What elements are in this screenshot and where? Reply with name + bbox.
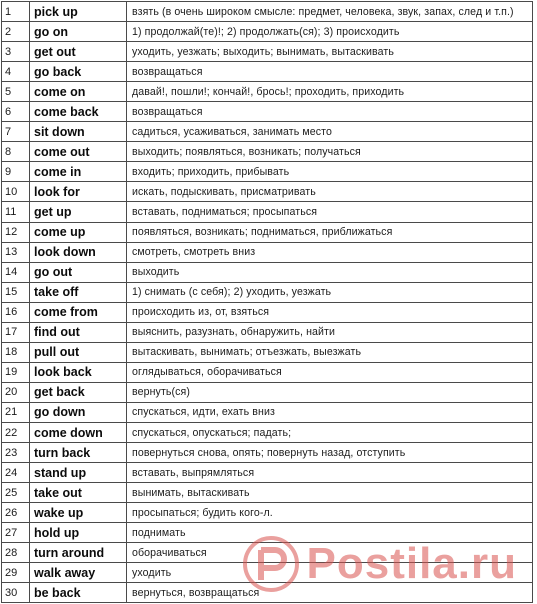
- table-row: [2, 42, 533, 62]
- phrasal-verb: come up: [30, 222, 127, 242]
- row-number: 7: [2, 122, 30, 142]
- phrasal-verb: come back: [30, 102, 127, 122]
- translation: повернуться снова, опять; повернуть назад, отступить: [127, 443, 533, 463]
- translation: возвращаться: [127, 62, 533, 82]
- row-number: 3: [2, 42, 30, 62]
- table-row: [2, 402, 533, 422]
- phrasal-verbs-table: [1, 1, 533, 603]
- row-number: 25: [2, 483, 30, 503]
- row-number: 22: [2, 422, 30, 442]
- translation: выходить; появляться, возникать; получаться: [127, 142, 533, 162]
- table-row: [2, 122, 533, 142]
- table-row: [2, 282, 533, 302]
- translation: просыпаться; будить кого-л.: [127, 503, 533, 523]
- phrasal-verb: stand up: [30, 463, 127, 483]
- phrasal-verb: pick up: [30, 2, 127, 22]
- row-number: 16: [2, 302, 30, 322]
- translation: спускаться, опускаться; падать;: [127, 422, 533, 442]
- phrasal-verb: get up: [30, 202, 127, 222]
- translation: вернуть(ся): [127, 382, 533, 402]
- translation: давай!, пошли!; кончай!, брось!; проходить, приходить: [127, 82, 533, 102]
- table-row: [2, 422, 533, 442]
- row-number: 13: [2, 242, 30, 262]
- row-number: 14: [2, 262, 30, 282]
- table-row: [2, 82, 533, 102]
- row-number: 18: [2, 342, 30, 362]
- row-number: 21: [2, 402, 30, 422]
- row-number: 27: [2, 523, 30, 543]
- phrasal-verb: look down: [30, 242, 127, 262]
- translation: происходить из, от, взяться: [127, 302, 533, 322]
- row-number: 29: [2, 563, 30, 583]
- row-number: 17: [2, 322, 30, 342]
- phrasal-verb: turn back: [30, 443, 127, 463]
- phrasal-verb: go back: [30, 62, 127, 82]
- row-number: 19: [2, 362, 30, 382]
- translation: искать, подыскивать, присматривать: [127, 182, 533, 202]
- table-row: [2, 2, 533, 22]
- translation: взять (в очень широком смысле: предмет, человека, звук, запах, след и т.п.): [127, 2, 533, 22]
- row-number: 24: [2, 463, 30, 483]
- table-row: [2, 142, 533, 162]
- table-row: [2, 242, 533, 262]
- watermark-text: Postila.ru: [306, 539, 517, 588]
- row-number: 23: [2, 443, 30, 463]
- table-row: [2, 483, 533, 503]
- table-row: [2, 202, 533, 222]
- phrasal-verb: be back: [30, 583, 127, 603]
- phrasal-verb: wake up: [30, 503, 127, 523]
- table-row: [2, 262, 533, 282]
- phrasal-verb: go on: [30, 22, 127, 42]
- table-row: [2, 22, 533, 42]
- translation: входить; приходить, прибывать: [127, 162, 533, 182]
- translation: 1) снимать (с себя); 2) уходить, уезжать: [127, 282, 533, 302]
- table-row: [2, 342, 533, 362]
- table-row: [2, 463, 533, 483]
- phrasal-verb: get back: [30, 382, 127, 402]
- row-number: 8: [2, 142, 30, 162]
- translation: появляться, возникать; подниматься, приближаться: [127, 222, 533, 242]
- row-number: 6: [2, 102, 30, 122]
- row-number: 28: [2, 543, 30, 563]
- phrasal-verb: take out: [30, 483, 127, 503]
- translation: 1) продолжай(те)!; 2) продолжать(ся); 3) происходить: [127, 22, 533, 42]
- table-row: [2, 543, 533, 563]
- translation: вернуться, возвращаться: [127, 583, 533, 603]
- table-row: [2, 302, 533, 322]
- translation: поднимать: [127, 523, 533, 543]
- translation: спускаться, идти, ехать вниз: [127, 402, 533, 422]
- row-number: 11: [2, 202, 30, 222]
- translation: оглядываться, оборачиваться: [127, 362, 533, 382]
- table-row: [2, 162, 533, 182]
- translation: оборачиваться: [127, 543, 533, 563]
- row-number: 4: [2, 62, 30, 82]
- phrasal-verb: come down: [30, 422, 127, 442]
- table-row: [2, 362, 533, 382]
- translation: вытаскивать, вынимать; отъезжать, выезжать: [127, 342, 533, 362]
- phrasal-verb: hold up: [30, 523, 127, 543]
- phrasal-verb: get out: [30, 42, 127, 62]
- translation: вынимать, вытаскивать: [127, 483, 533, 503]
- phrasal-verb: walk away: [30, 563, 127, 583]
- row-number: 5: [2, 82, 30, 102]
- table-row: [2, 583, 533, 603]
- table-row: [2, 62, 533, 82]
- phrasal-verb: go down: [30, 402, 127, 422]
- translation: вставать, выпрямляться: [127, 463, 533, 483]
- translation: возвращаться: [127, 102, 533, 122]
- table-row: [2, 182, 533, 202]
- row-number: 12: [2, 222, 30, 242]
- translation: выяснить, разузнать, обнаружить, найти: [127, 322, 533, 342]
- table-row: [2, 102, 533, 122]
- row-number: 20: [2, 382, 30, 402]
- phrasal-verb: come in: [30, 162, 127, 182]
- row-number: 9: [2, 162, 30, 182]
- table-row: [2, 443, 533, 463]
- phrasal-verbs-table-container: [1, 1, 533, 603]
- phrasal-verb: come from: [30, 302, 127, 322]
- translation: вставать, подниматься; просыпаться: [127, 202, 533, 222]
- phrasal-verb: come on: [30, 82, 127, 102]
- translation: садиться, усаживаться, занимать место: [127, 122, 533, 142]
- row-number: 30: [2, 583, 30, 603]
- phrasal-verb: sit down: [30, 122, 127, 142]
- translation: уходить: [127, 563, 533, 583]
- row-number: 1: [2, 2, 30, 22]
- table-row: [2, 322, 533, 342]
- table-row: [2, 523, 533, 543]
- phrasal-verb: pull out: [30, 342, 127, 362]
- phrasal-verb: look back: [30, 362, 127, 382]
- table-row: [2, 503, 533, 523]
- table-row: [2, 563, 533, 583]
- translation: смотреть, смотреть вниз: [127, 242, 533, 262]
- table-body: [2, 2, 533, 603]
- table-row: [2, 222, 533, 242]
- phrasal-verb: come out: [30, 142, 127, 162]
- translation: уходить, уезжать; выходить; вынимать, вытаскивать: [127, 42, 533, 62]
- phrasal-verb: look for: [30, 182, 127, 202]
- row-number: 2: [2, 22, 30, 42]
- phrasal-verb: turn around: [30, 543, 127, 563]
- row-number: 15: [2, 282, 30, 302]
- translation: выходить: [127, 262, 533, 282]
- phrasal-verb: go out: [30, 262, 127, 282]
- phrasal-verb: take off: [30, 282, 127, 302]
- row-number: 26: [2, 503, 30, 523]
- row-number: 10: [2, 182, 30, 202]
- table-row: [2, 382, 533, 402]
- phrasal-verb: find out: [30, 322, 127, 342]
